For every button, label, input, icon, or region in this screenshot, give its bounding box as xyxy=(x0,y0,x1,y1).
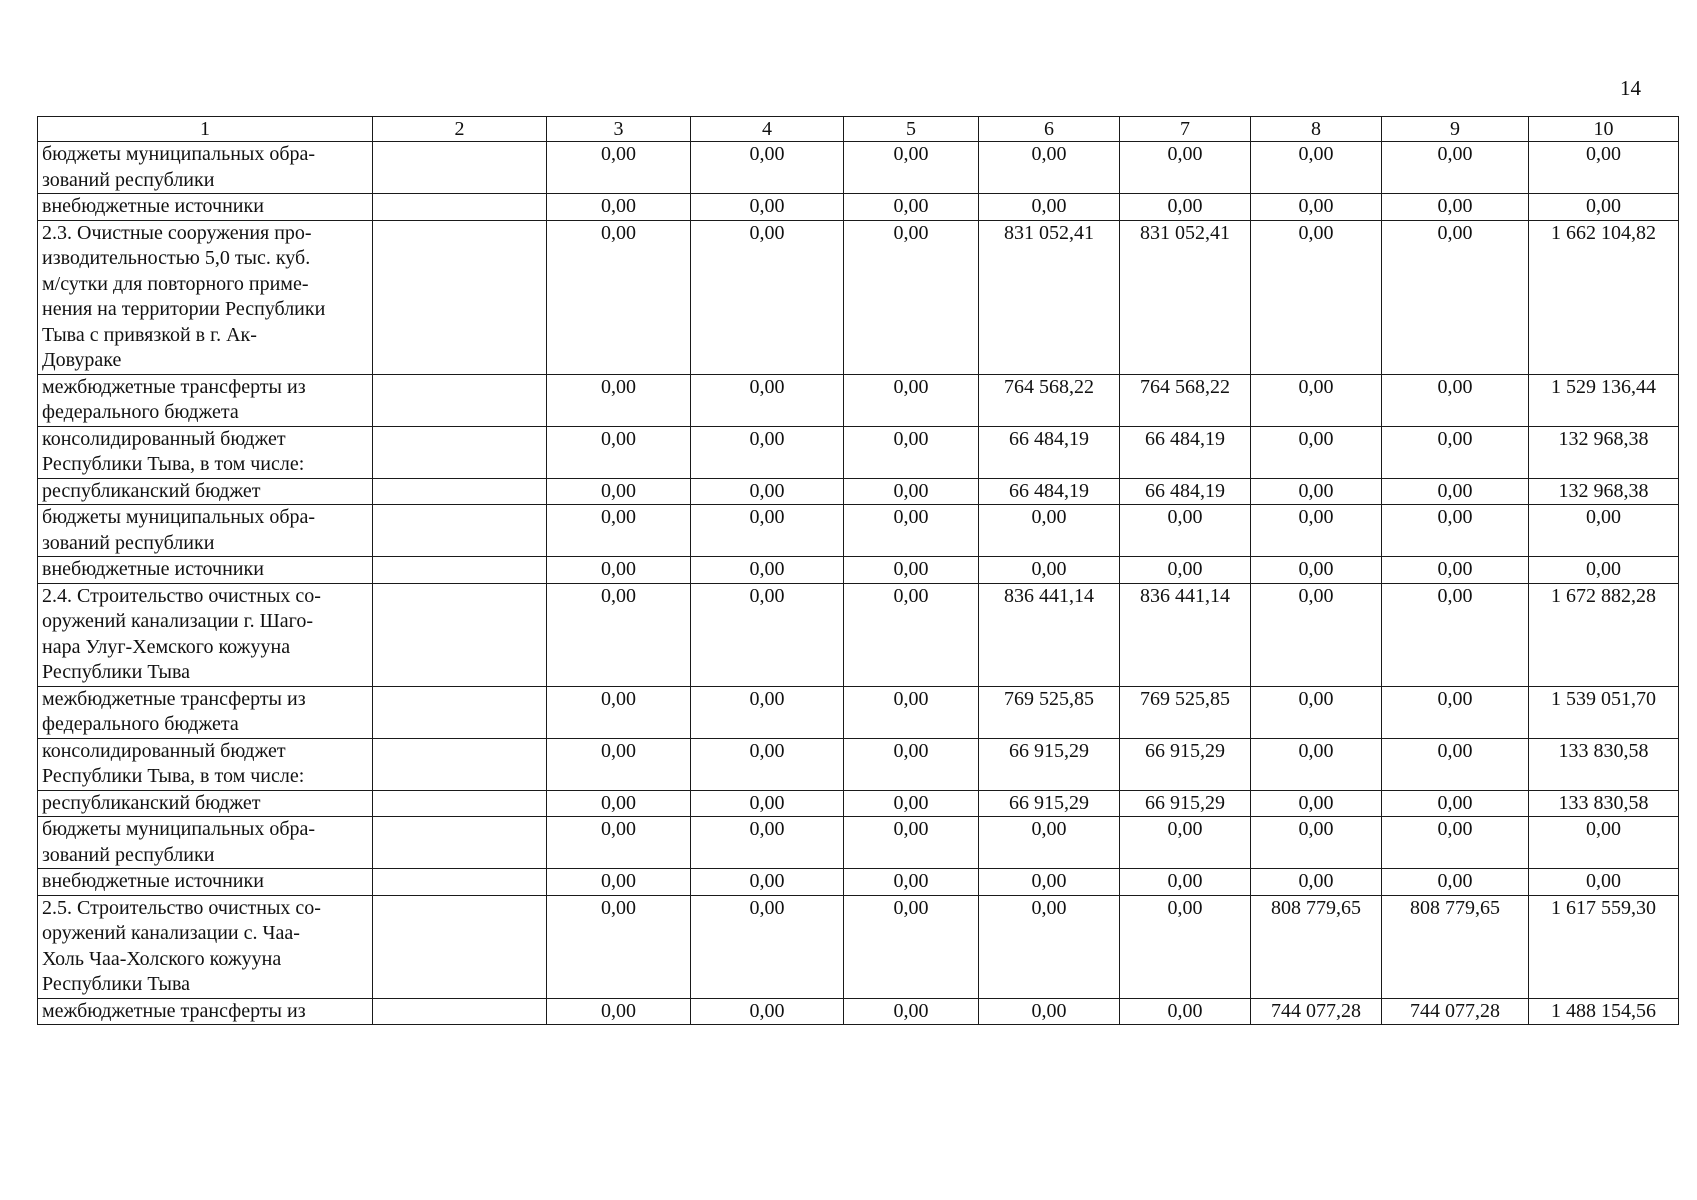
value-cell-col-8: 744 077,28 xyxy=(1251,998,1382,1025)
value-cell-col-4: 0,00 xyxy=(691,194,844,221)
value-cell-col-4: 0,00 xyxy=(691,583,844,686)
row-code-cell xyxy=(373,738,547,790)
value-cell-col-4: 0,00 xyxy=(691,426,844,478)
table-body xyxy=(38,117,1679,1025)
value-cell-col-5: 0,00 xyxy=(844,686,979,738)
row-label: республиканский бюджет xyxy=(38,478,373,505)
row-label: внебюджетные источники xyxy=(38,557,373,584)
value-cell-col-10: 1 529 136,44 xyxy=(1529,374,1679,426)
value-cell-col-8: 0,00 xyxy=(1251,869,1382,896)
table-row xyxy=(38,557,1679,584)
value-cell-col-5: 0,00 xyxy=(844,895,979,998)
row-code-cell xyxy=(373,426,547,478)
row-code-cell xyxy=(373,790,547,817)
value-cell-col-3: 0,00 xyxy=(547,869,691,896)
value-cell-col-4: 0,00 xyxy=(691,869,844,896)
value-cell-col-6: 0,00 xyxy=(979,869,1120,896)
value-cell-col-10: 133 830,58 xyxy=(1529,790,1679,817)
row-code-cell xyxy=(373,817,547,869)
value-cell-col-6: 769 525,85 xyxy=(979,686,1120,738)
value-cell-col-5: 0,00 xyxy=(844,738,979,790)
value-cell-col-4: 0,00 xyxy=(691,817,844,869)
value-cell-col-3: 0,00 xyxy=(547,895,691,998)
value-cell-col-3: 0,00 xyxy=(547,557,691,584)
value-cell-col-9: 0,00 xyxy=(1382,583,1529,686)
column-header-8: 8 xyxy=(1251,117,1382,142)
value-cell-col-4: 0,00 xyxy=(691,738,844,790)
table-row xyxy=(38,583,1679,686)
value-cell-col-9: 0,00 xyxy=(1382,505,1529,557)
table-row xyxy=(38,790,1679,817)
value-cell-col-5: 0,00 xyxy=(844,790,979,817)
value-cell-col-6: 764 568,22 xyxy=(979,374,1120,426)
row-code-cell xyxy=(373,220,547,374)
value-cell-col-7: 0,00 xyxy=(1120,142,1251,194)
table-row xyxy=(38,505,1679,557)
value-cell-col-9: 808 779,65 xyxy=(1382,895,1529,998)
table-row xyxy=(38,895,1679,998)
value-cell-col-3: 0,00 xyxy=(547,998,691,1025)
value-cell-col-10: 1 488 154,56 xyxy=(1529,998,1679,1025)
row-label: консолидированный бюджет Республики Тыва, в том числе: xyxy=(38,738,373,790)
value-cell-col-6: 836 441,14 xyxy=(979,583,1120,686)
value-cell-col-8: 808 779,65 xyxy=(1251,895,1382,998)
value-cell-col-7: 0,00 xyxy=(1120,194,1251,221)
value-cell-col-10: 1 539 051,70 xyxy=(1529,686,1679,738)
row-code-cell xyxy=(373,374,547,426)
value-cell-col-6: 66 915,29 xyxy=(979,790,1120,817)
value-cell-col-5: 0,00 xyxy=(844,817,979,869)
value-cell-col-7: 0,00 xyxy=(1120,505,1251,557)
column-header-3: 3 xyxy=(547,117,691,142)
value-cell-col-5: 0,00 xyxy=(844,142,979,194)
value-cell-col-5: 0,00 xyxy=(844,426,979,478)
table-row xyxy=(38,220,1679,374)
value-cell-col-7: 769 525,85 xyxy=(1120,686,1251,738)
budget-table xyxy=(37,116,1679,1025)
column-header-4: 4 xyxy=(691,117,844,142)
value-cell-col-5: 0,00 xyxy=(844,583,979,686)
value-cell-col-9: 0,00 xyxy=(1382,478,1529,505)
row-label: межбюджетные трансферты из федерального бюджета xyxy=(38,374,373,426)
value-cell-col-9: 0,00 xyxy=(1382,142,1529,194)
table-row xyxy=(38,142,1679,194)
row-code-cell xyxy=(373,869,547,896)
column-header-7: 7 xyxy=(1120,117,1251,142)
value-cell-col-9: 0,00 xyxy=(1382,738,1529,790)
value-cell-col-4: 0,00 xyxy=(691,790,844,817)
value-cell-col-7: 0,00 xyxy=(1120,869,1251,896)
value-cell-col-4: 0,00 xyxy=(691,142,844,194)
value-cell-col-5: 0,00 xyxy=(844,505,979,557)
value-cell-col-8: 0,00 xyxy=(1251,142,1382,194)
value-cell-col-9: 0,00 xyxy=(1382,557,1529,584)
row-label: межбюджетные трансферты из федерального бюджета xyxy=(38,686,373,738)
table-row xyxy=(38,738,1679,790)
value-cell-col-10: 132 968,38 xyxy=(1529,426,1679,478)
value-cell-col-9: 0,00 xyxy=(1382,790,1529,817)
value-cell-col-10: 1 662 104,82 xyxy=(1529,220,1679,374)
column-header-1: 1 xyxy=(38,117,373,142)
row-code-cell xyxy=(373,142,547,194)
value-cell-col-3: 0,00 xyxy=(547,220,691,374)
table-row xyxy=(38,426,1679,478)
row-code-cell xyxy=(373,998,547,1025)
value-cell-col-7: 66 915,29 xyxy=(1120,790,1251,817)
row-code-cell xyxy=(373,194,547,221)
value-cell-col-7: 836 441,14 xyxy=(1120,583,1251,686)
value-cell-col-8: 0,00 xyxy=(1251,426,1382,478)
value-cell-col-6: 66 484,19 xyxy=(979,426,1120,478)
row-label: 2.3. Очистные сооружения про- изводительностью 5,0 тыс. куб. м/сутки для повторного приме- нения на территории Республики Тыва с привязкой в г. Ак- Довураке xyxy=(38,220,373,374)
row-label: бюджеты муниципальных обра- зований республики xyxy=(38,817,373,869)
value-cell-col-9: 0,00 xyxy=(1382,817,1529,869)
row-code-cell xyxy=(373,895,547,998)
value-cell-col-7: 0,00 xyxy=(1120,817,1251,869)
value-cell-col-9: 0,00 xyxy=(1382,686,1529,738)
row-label: бюджеты муниципальных обра- зований республики xyxy=(38,142,373,194)
value-cell-col-3: 0,00 xyxy=(547,738,691,790)
value-cell-col-7: 0,00 xyxy=(1120,557,1251,584)
value-cell-col-7: 66 915,29 xyxy=(1120,738,1251,790)
value-cell-col-4: 0,00 xyxy=(691,686,844,738)
value-cell-col-3: 0,00 xyxy=(547,478,691,505)
table-row xyxy=(38,374,1679,426)
value-cell-col-10: 133 830,58 xyxy=(1529,738,1679,790)
value-cell-col-4: 0,00 xyxy=(691,505,844,557)
table-row xyxy=(38,869,1679,896)
value-cell-col-9: 0,00 xyxy=(1382,426,1529,478)
column-header-6: 6 xyxy=(979,117,1120,142)
value-cell-col-8: 0,00 xyxy=(1251,374,1382,426)
row-label: внебюджетные источники xyxy=(38,194,373,221)
value-cell-col-3: 0,00 xyxy=(547,686,691,738)
value-cell-col-6: 0,00 xyxy=(979,817,1120,869)
value-cell-col-6: 0,00 xyxy=(979,557,1120,584)
value-cell-col-7: 0,00 xyxy=(1120,895,1251,998)
row-code-cell xyxy=(373,505,547,557)
value-cell-col-10: 0,00 xyxy=(1529,142,1679,194)
value-cell-col-9: 744 077,28 xyxy=(1382,998,1529,1025)
row-label: внебюджетные источники xyxy=(38,869,373,896)
value-cell-col-8: 0,00 xyxy=(1251,583,1382,686)
value-cell-col-9: 0,00 xyxy=(1382,869,1529,896)
value-cell-col-9: 0,00 xyxy=(1382,220,1529,374)
value-cell-col-10: 0,00 xyxy=(1529,817,1679,869)
value-cell-col-8: 0,00 xyxy=(1251,790,1382,817)
value-cell-col-6: 66 484,19 xyxy=(979,478,1120,505)
value-cell-col-3: 0,00 xyxy=(547,817,691,869)
column-header-9: 9 xyxy=(1382,117,1529,142)
value-cell-col-8: 0,00 xyxy=(1251,505,1382,557)
column-header-5: 5 xyxy=(844,117,979,142)
value-cell-col-9: 0,00 xyxy=(1382,374,1529,426)
value-cell-col-8: 0,00 xyxy=(1251,557,1382,584)
value-cell-col-5: 0,00 xyxy=(844,998,979,1025)
value-cell-col-6: 0,00 xyxy=(979,142,1120,194)
value-cell-col-4: 0,00 xyxy=(691,220,844,374)
row-label: консолидированный бюджет Республики Тыва, в том числе: xyxy=(38,426,373,478)
value-cell-col-7: 66 484,19 xyxy=(1120,426,1251,478)
value-cell-col-5: 0,00 xyxy=(844,869,979,896)
value-cell-col-6: 66 915,29 xyxy=(979,738,1120,790)
column-header-2: 2 xyxy=(373,117,547,142)
table-row xyxy=(38,478,1679,505)
value-cell-col-4: 0,00 xyxy=(691,557,844,584)
value-cell-col-5: 0,00 xyxy=(844,194,979,221)
value-cell-col-3: 0,00 xyxy=(547,583,691,686)
row-label: бюджеты муниципальных обра- зований республики xyxy=(38,505,373,557)
value-cell-col-3: 0,00 xyxy=(547,426,691,478)
value-cell-col-4: 0,00 xyxy=(691,998,844,1025)
value-cell-col-10: 0,00 xyxy=(1529,557,1679,584)
page-number: 14 xyxy=(1620,76,1641,100)
row-label: 2.5. Строительство очистных со- оружений канализации с. Чаа- Холь Чаа-Холского кожууна Республики Тыва xyxy=(38,895,373,998)
value-cell-col-7: 764 568,22 xyxy=(1120,374,1251,426)
value-cell-col-5: 0,00 xyxy=(844,478,979,505)
value-cell-col-4: 0,00 xyxy=(691,478,844,505)
value-cell-col-10: 0,00 xyxy=(1529,505,1679,557)
value-cell-col-10: 132 968,38 xyxy=(1529,478,1679,505)
value-cell-col-3: 0,00 xyxy=(547,194,691,221)
value-cell-col-6: 0,00 xyxy=(979,194,1120,221)
value-cell-col-4: 0,00 xyxy=(691,374,844,426)
value-cell-col-9: 0,00 xyxy=(1382,194,1529,221)
value-cell-col-6: 831 052,41 xyxy=(979,220,1120,374)
value-cell-col-8: 0,00 xyxy=(1251,194,1382,221)
row-code-cell xyxy=(373,686,547,738)
value-cell-col-10: 0,00 xyxy=(1529,194,1679,221)
value-cell-col-4: 0,00 xyxy=(691,895,844,998)
value-cell-col-8: 0,00 xyxy=(1251,686,1382,738)
value-cell-col-6: 0,00 xyxy=(979,895,1120,998)
table-row xyxy=(38,998,1679,1025)
value-cell-col-5: 0,00 xyxy=(844,557,979,584)
row-code-cell xyxy=(373,557,547,584)
column-number-header-row xyxy=(38,117,1679,142)
value-cell-col-8: 0,00 xyxy=(1251,817,1382,869)
table-row xyxy=(38,194,1679,221)
value-cell-col-3: 0,00 xyxy=(547,505,691,557)
value-cell-col-8: 0,00 xyxy=(1251,220,1382,374)
value-cell-col-6: 0,00 xyxy=(979,505,1120,557)
row-label: 2.4. Строительство очистных со- оружений канализации г. Шаго- нара Улуг-Хемского кожууна Республики Тыва xyxy=(38,583,373,686)
value-cell-col-7: 66 484,19 xyxy=(1120,478,1251,505)
table-row xyxy=(38,686,1679,738)
value-cell-col-8: 0,00 xyxy=(1251,738,1382,790)
column-header-10: 10 xyxy=(1529,117,1679,142)
row-code-cell xyxy=(373,478,547,505)
value-cell-col-3: 0,00 xyxy=(547,790,691,817)
table-row xyxy=(38,817,1679,869)
value-cell-col-8: 0,00 xyxy=(1251,478,1382,505)
row-label: межбюджетные трансферты из xyxy=(38,998,373,1025)
value-cell-col-5: 0,00 xyxy=(844,220,979,374)
value-cell-col-7: 831 052,41 xyxy=(1120,220,1251,374)
value-cell-col-3: 0,00 xyxy=(547,374,691,426)
value-cell-col-5: 0,00 xyxy=(844,374,979,426)
value-cell-col-10: 1 617 559,30 xyxy=(1529,895,1679,998)
value-cell-col-6: 0,00 xyxy=(979,998,1120,1025)
value-cell-col-7: 0,00 xyxy=(1120,998,1251,1025)
value-cell-col-3: 0,00 xyxy=(547,142,691,194)
row-label: республиканский бюджет xyxy=(38,790,373,817)
row-code-cell xyxy=(373,583,547,686)
value-cell-col-10: 0,00 xyxy=(1529,869,1679,896)
value-cell-col-10: 1 672 882,28 xyxy=(1529,583,1679,686)
